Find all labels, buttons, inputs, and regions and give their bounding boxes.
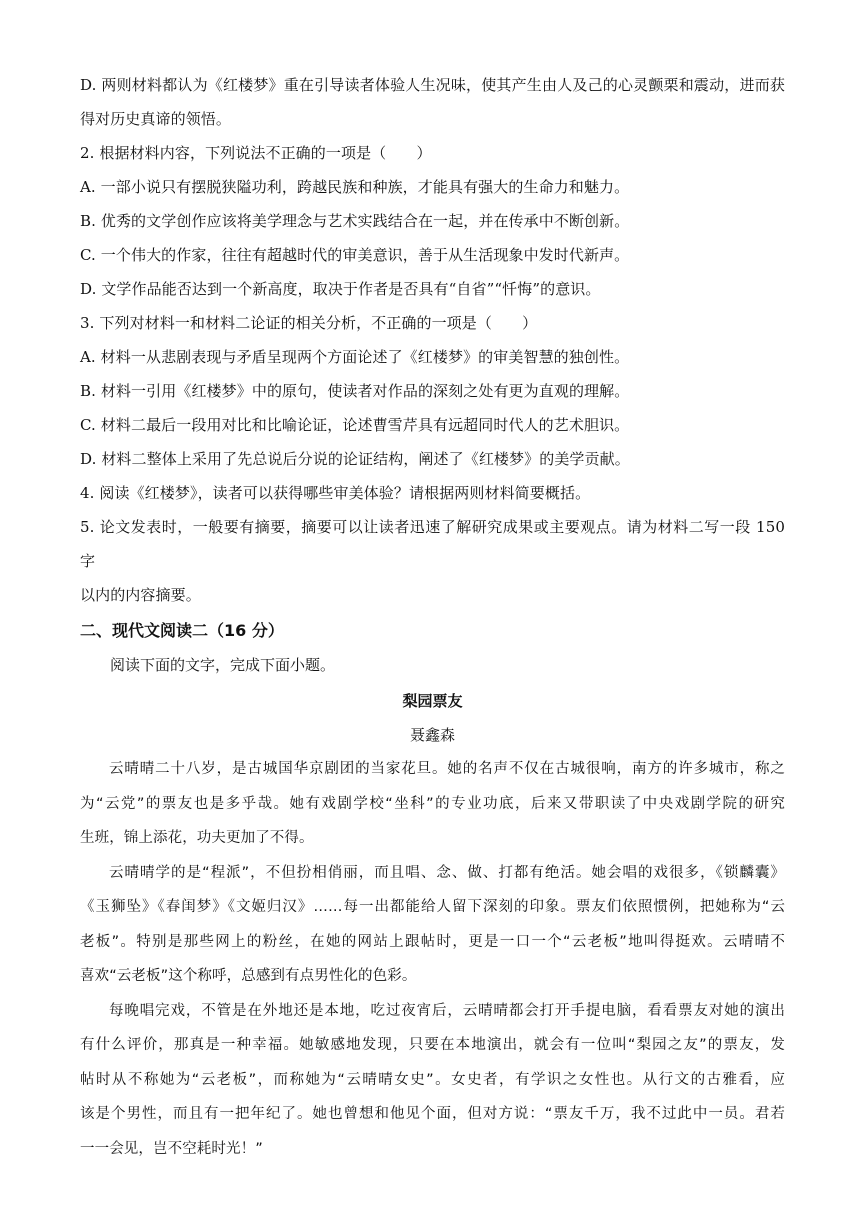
q3-stem: 3. 下列对材料一和材料二论证的相关分析，不正确的一项是（ ） xyxy=(80,314,538,332)
q5-stem-line1: 5. 论文发表时，一般要有摘要，摘要可以让读者迅速了解研究成果或主要观点。请为材料二写一段 150 字 xyxy=(80,518,785,570)
q4-stem: 4. 阅读《红楼梦》，读者可以获得哪些审美体验？请根据两则材料简要概括。 xyxy=(80,484,591,502)
story-paragraph xyxy=(80,752,785,856)
q2-option-b: B. 优秀的文学创作应该将美学理念与艺术实践结合在一起，并在传承中不断创新。 xyxy=(80,212,630,230)
story-line: 帖时从不称她为“云老板”，而称她为“云晴晴女史”。女史者，有学识之女性也。从行文的古雅看，应 xyxy=(80,1071,785,1088)
q3-option-d: D. 材料二整体上采用了先总说后分说的论证结构，阐述了《红楼梦》的美学贡献。 xyxy=(80,450,630,468)
q2-option-c: C. 一个伟大的作家，往往有超越时代的审美意识，善于从生活现象中发时代新声。 xyxy=(80,246,630,264)
story-body xyxy=(80,752,785,1166)
q5-stem-line2: 以内的内容摘要。 xyxy=(80,586,201,604)
q2-option-a: A. 一部小说只有摆脱狭隘功利，跨越民族和种族，才能具有强大的生命力和魅力。 xyxy=(80,178,630,196)
q3-option-b: B. 材料一引用《红楼梦》中的原句，使读者对作品的深刻之处有更为直观的理解。 xyxy=(80,382,630,400)
story-line: 有什么评价，那真是一种幸福。她敏感地发现，只要在本地演出，就会有一位叫“梨园之友”的票友，发 xyxy=(80,1037,785,1053)
story-line: 老板”。特别是那些网上的粉丝，在她的网站上跟帖时，更是一口一个“云老板”地叫得挺欢。云晴晴不 xyxy=(80,933,785,950)
q2-stem: 2. 根据材料内容，下列说法不正确的一项是（ ） xyxy=(80,144,432,162)
story-line: 《玉狮坠》《春闺梦》《文姬归汉》……每一出都能给人留下深刻的印象。票友们依照惯例，把她称为“云 xyxy=(80,899,785,915)
story-line: 云晴晴二十八岁，是古城国华京剧团的当家花旦。她的名声不仅在古城很响，南方的许多城市，称之 xyxy=(109,761,785,777)
story-line: 为“云党”的票友也是多乎哉。她有戏剧学校“坐科”的专业功底，后来又带职读了中央戏剧学院的研究 xyxy=(80,795,785,812)
q2-option-d: D. 文学作品能否达到一个新高度，取决于作者是否具有“自省”“忏悔”的意识。 xyxy=(80,280,601,298)
section-heading: 二、现代文阅读二（16 分） xyxy=(80,621,284,640)
q3-option-a: A. 材料一从悲剧表现与矛盾呈现两个方面论述了《红楼梦》的审美智慧的独创性。 xyxy=(80,348,630,366)
story-line: 每晚唱完戏，不管是在外地还是本地，吃过夜宵后，云晴晴都会打开手提电脑，看看票友对她的演出 xyxy=(109,1002,785,1019)
story-author: 聂鑫森 xyxy=(409,726,455,744)
q1-option-d-line1: D. 两则材料都认为《红楼梦》重在引导读者体验人生况味，使其产生由人及己的心灵颤栗和震动，进而获 xyxy=(80,76,785,94)
reading-instruction: 阅读下面的文字，完成下面小题。 xyxy=(110,656,336,674)
story-line: 生班，锦上添花，功夫更加了不得。 xyxy=(80,830,314,846)
story-paragraph xyxy=(80,856,785,994)
q1-option-d-line2: 得对历史真谛的领悟。 xyxy=(80,110,232,128)
story-line: 一一会见，岂不空耗时光！” xyxy=(80,1140,263,1157)
story-line: 喜欢“云老板”这个称呼，总感到有点男性化的色彩。 xyxy=(80,968,417,984)
story-title: 梨园票友 xyxy=(402,692,463,710)
story-line: 该是个男性，而且有一把年纪了。她也曾想和他见个面，但对方说：“票友千万，我不过此中一员。君若 xyxy=(80,1106,785,1122)
document-page xyxy=(80,68,785,1166)
story-line: 云晴晴学的是“程派”，不但扮相俏丽，而且唱、念、做、打都有绝活。她会唱的戏很多，《锁麟囊》 xyxy=(109,864,785,881)
story-paragraph xyxy=(80,994,785,1167)
q3-option-c: C. 材料二最后一段用对比和比喻论证，论述曹雪芹具有远超同时代人的艺术胆识。 xyxy=(80,416,630,434)
